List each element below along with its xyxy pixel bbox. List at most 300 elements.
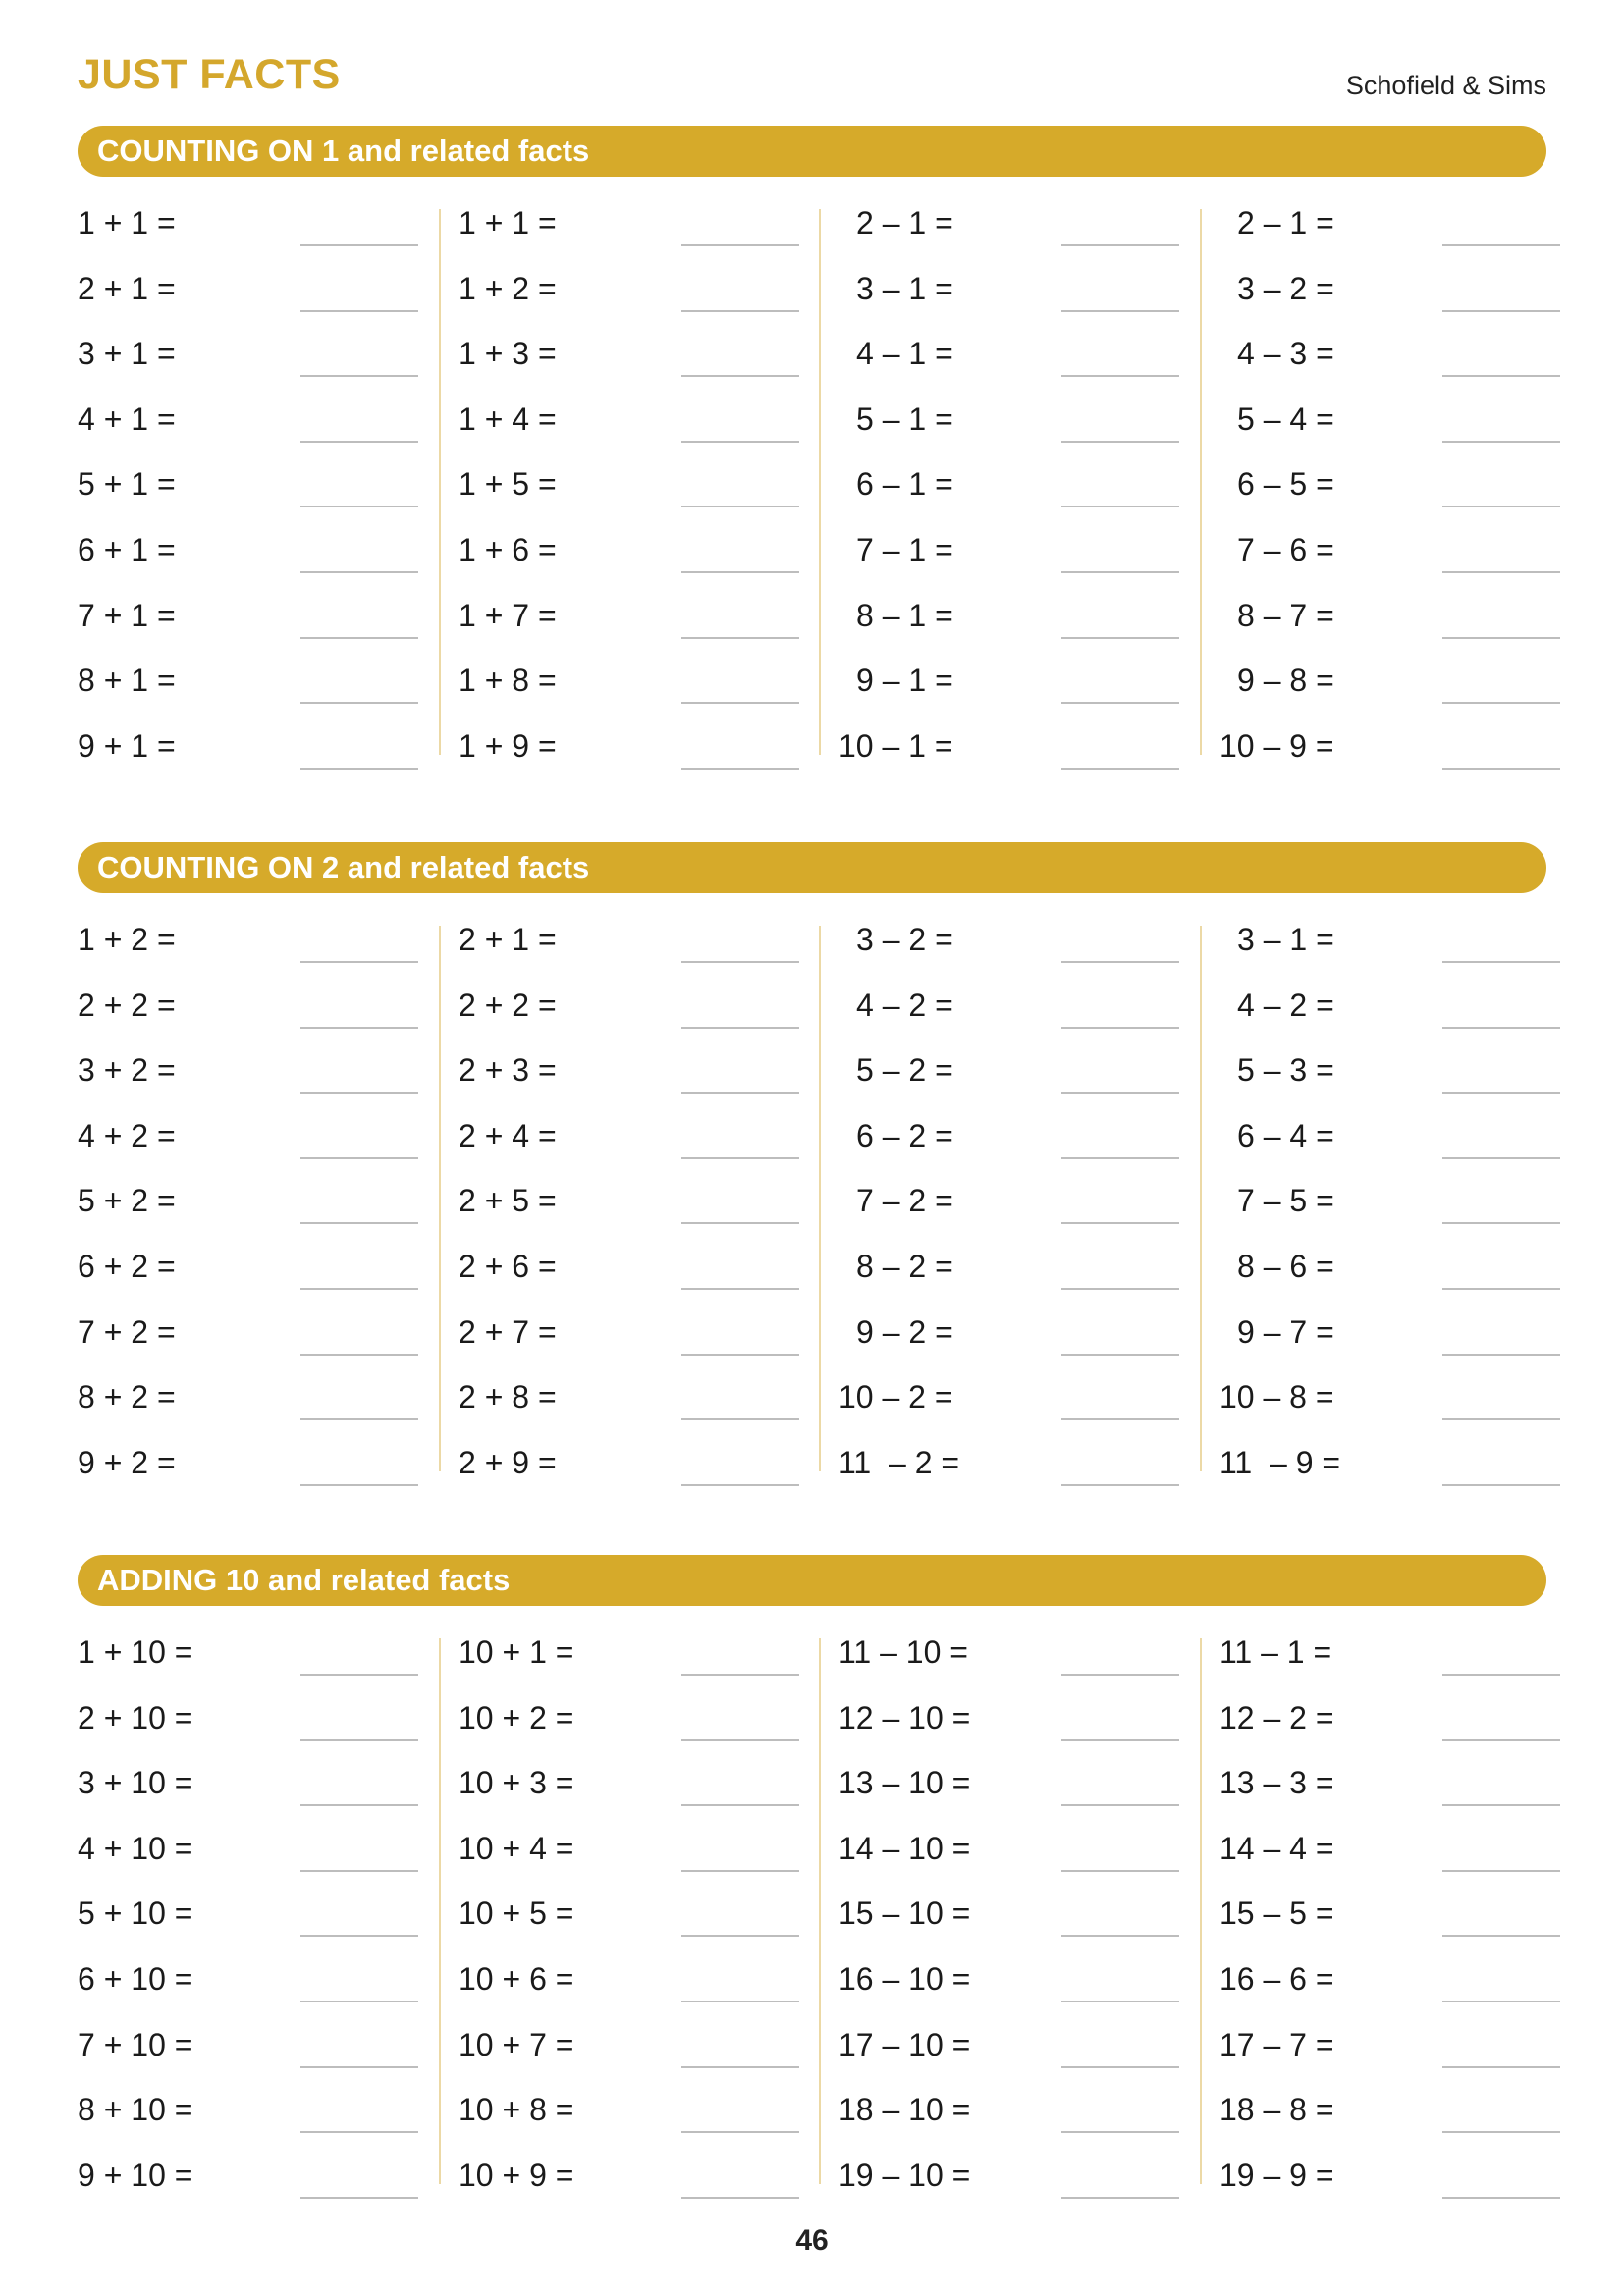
answer-line[interactable] — [300, 1354, 418, 1356]
answer-line[interactable] — [1442, 375, 1560, 377]
fact-row — [1219, 261, 1560, 327]
fact-expression: 10 – 2 = — [839, 1379, 953, 1415]
facts-column-2 — [459, 1625, 799, 2214]
fact-row — [78, 978, 418, 1043]
fact-expression: 2 + 7 = — [459, 1313, 557, 1350]
answer-line[interactable] — [1442, 768, 1560, 770]
fact-row — [78, 1173, 418, 1239]
fact-expression: 9 – 1 = — [856, 663, 953, 699]
fact-expression: 10 + 8 = — [459, 2092, 574, 2128]
fact-row — [459, 261, 799, 327]
facts-column-3 — [839, 912, 1179, 1501]
fact-row — [78, 1886, 418, 1951]
fact-row — [1219, 522, 1560, 588]
fact-row — [459, 326, 799, 392]
answer-line[interactable] — [1061, 375, 1179, 377]
fact-expression: 2 + 10 = — [78, 1699, 193, 1735]
fact-row — [78, 1755, 418, 1821]
facts-column-1 — [78, 1625, 418, 2214]
answer-line[interactable] — [300, 1484, 418, 1486]
answer-line[interactable] — [1061, 1739, 1179, 1741]
facts-column-4 — [1219, 195, 1560, 784]
fact-row — [1219, 1239, 1560, 1305]
answer-line[interactable] — [300, 961, 418, 963]
fact-expression: 7 + 10 = — [78, 2026, 193, 2062]
fact-row — [78, 1821, 418, 1887]
fact-row — [78, 2082, 418, 2148]
answer-line[interactable] — [300, 702, 418, 704]
fact-row — [459, 1886, 799, 1951]
answer-line[interactable] — [300, 1288, 418, 1290]
fact-expression: 5 – 4 = — [1237, 400, 1334, 437]
fact-expression: 9 + 10 = — [78, 2157, 193, 2193]
fact-expression: 1 + 8 = — [459, 663, 557, 699]
answer-line[interactable] — [1442, 1739, 1560, 1741]
answer-line[interactable] — [300, 310, 418, 312]
fact-expression: 2 + 1 = — [459, 922, 557, 957]
fact-row — [1219, 588, 1560, 654]
answer-line[interactable] — [1442, 506, 1560, 507]
fact-expression: 5 – 3 = — [1237, 1052, 1334, 1089]
answer-line[interactable] — [1061, 1484, 1179, 1486]
page-number: 46 — [795, 2224, 829, 2257]
answer-line[interactable] — [1061, 768, 1179, 770]
fact-row — [1219, 1042, 1560, 1108]
answer-line[interactable] — [681, 571, 799, 573]
fact-expression: 10 + 9 = — [459, 2157, 574, 2193]
fact-row — [839, 1435, 1179, 1501]
fact-expression: 18 – 10 = — [839, 2092, 971, 2128]
answer-line[interactable] — [1061, 637, 1179, 639]
answer-line[interactable] — [681, 2197, 799, 2199]
fact-expression: 2 + 6 = — [459, 1248, 557, 1284]
answer-line[interactable] — [1061, 1157, 1179, 1159]
fact-expression: 13 – 3 = — [1219, 1765, 1334, 1801]
fact-expression: 2 + 1 = — [78, 270, 176, 306]
answer-line[interactable] — [300, 2197, 418, 2199]
answer-line[interactable] — [1442, 702, 1560, 704]
fact-row — [839, 522, 1179, 588]
fact-row — [839, 719, 1179, 784]
fact-expression: 16 – 10 = — [839, 1960, 971, 1997]
answer-line[interactable] — [681, 506, 799, 507]
fact-row — [459, 1239, 799, 1305]
answer-line[interactable] — [681, 310, 799, 312]
fact-row — [459, 1108, 799, 1174]
answer-line[interactable] — [300, 1222, 418, 1224]
fact-row — [839, 1239, 1179, 1305]
fact-row — [459, 456, 799, 522]
fact-row — [1219, 1369, 1560, 1435]
fact-row — [459, 1435, 799, 1501]
fact-row — [1219, 719, 1560, 784]
fact-row — [839, 392, 1179, 457]
fact-row — [839, 1951, 1179, 2017]
fact-row — [459, 1690, 799, 1756]
fact-row — [459, 195, 799, 261]
fact-expression: 13 – 10 = — [839, 1765, 971, 1801]
fact-row — [78, 456, 418, 522]
section-1 — [78, 126, 1546, 784]
fact-row — [78, 326, 418, 392]
fact-row — [839, 261, 1179, 327]
fact-expression: 8 – 2 = — [856, 1248, 953, 1284]
fact-row — [78, 2017, 418, 2083]
fact-row — [78, 719, 418, 784]
fact-row — [78, 588, 418, 654]
fact-expression: 11 – 9 = — [1219, 1444, 1341, 1480]
answer-line[interactable] — [681, 1027, 799, 1029]
answer-line[interactable] — [681, 1288, 799, 1290]
fact-row — [1219, 2148, 1560, 2214]
answer-line[interactable] — [1442, 2001, 1560, 2002]
fact-expression: 3 – 2 = — [1237, 270, 1334, 306]
answer-line[interactable] — [681, 1739, 799, 1741]
fact-row — [839, 1108, 1179, 1174]
answer-line[interactable] — [1442, 310, 1560, 312]
fact-expression: 16 – 6 = — [1219, 1960, 1334, 1997]
answer-line[interactable] — [1442, 1484, 1560, 1486]
answer-line[interactable] — [300, 1092, 418, 1094]
section-3 — [78, 1555, 1546, 2214]
fact-expression: 8 – 6 = — [1237, 1248, 1334, 1284]
fact-expression: 6 + 2 = — [78, 1248, 176, 1284]
fact-row — [459, 719, 799, 784]
fact-expression: 7 – 6 = — [1237, 531, 1334, 567]
answer-line[interactable] — [1061, 2131, 1179, 2133]
answer-line[interactable] — [681, 1092, 799, 1094]
answer-line[interactable] — [681, 1804, 799, 1806]
fact-expression: 2 + 3 = — [459, 1052, 557, 1089]
answer-line[interactable] — [681, 768, 799, 770]
answer-line[interactable] — [1442, 1354, 1560, 1356]
answer-line[interactable] — [681, 1484, 799, 1486]
fact-row — [1219, 1173, 1560, 1239]
answer-line[interactable] — [1442, 571, 1560, 573]
answer-line[interactable] — [681, 441, 799, 443]
fact-expression: 5 – 1 = — [856, 400, 953, 437]
answer-line[interactable] — [681, 637, 799, 639]
answer-line[interactable] — [681, 244, 799, 246]
fact-expression: 10 + 5 = — [459, 1896, 574, 1932]
fact-row — [459, 2082, 799, 2148]
answer-line[interactable] — [1061, 1870, 1179, 1872]
facts-grid — [78, 912, 1546, 1501]
answer-line[interactable] — [681, 375, 799, 377]
fact-row — [78, 2148, 418, 2214]
fact-expression: 11 – 2 = — [839, 1444, 960, 1480]
fact-expression: 2 + 2 = — [459, 987, 557, 1023]
fact-expression: 5 + 10 = — [78, 1896, 193, 1932]
fact-expression: 2 – 1 = — [856, 205, 953, 240]
facts-grid — [78, 195, 1546, 784]
answer-line[interactable] — [681, 1222, 799, 1224]
answer-line[interactable] — [1442, 637, 1560, 639]
answer-line[interactable] — [1442, 1288, 1560, 1290]
fact-expression: 9 + 1 = — [78, 727, 176, 764]
answer-line[interactable] — [681, 702, 799, 704]
answer-line[interactable] — [1061, 1674, 1179, 1676]
answer-line[interactable] — [300, 1674, 418, 1676]
fact-row — [459, 978, 799, 1043]
answer-line[interactable] — [681, 2131, 799, 2133]
fact-row — [459, 653, 799, 719]
fact-row — [78, 1951, 418, 2017]
fact-expression: 2 + 5 = — [459, 1183, 557, 1219]
fact-expression: 2 + 2 = — [78, 987, 176, 1023]
fact-row — [1219, 2082, 1560, 2148]
fact-expression: 5 + 2 = — [78, 1183, 176, 1219]
answer-line[interactable] — [300, 2001, 418, 2002]
fact-expression: 2 + 9 = — [459, 1444, 557, 1480]
answer-line[interactable] — [300, 1418, 418, 1420]
answer-line[interactable] — [681, 1870, 799, 1872]
page-title: JUST FACTS — [78, 51, 341, 98]
fact-row — [1219, 1755, 1560, 1821]
answer-line[interactable] — [1061, 571, 1179, 573]
fact-row — [839, 456, 1179, 522]
fact-expression: 2 + 8 = — [459, 1379, 557, 1415]
fact-expression: 5 – 2 = — [856, 1052, 953, 1089]
fact-row — [1219, 1625, 1560, 1690]
facts-column-4 — [1219, 1625, 1560, 2214]
answer-line[interactable] — [300, 1804, 418, 1806]
fact-row — [1219, 1108, 1560, 1174]
answer-line[interactable] — [300, 768, 418, 770]
fact-row — [459, 1821, 799, 1887]
fact-expression: 3 – 2 = — [856, 922, 953, 957]
answer-line[interactable] — [300, 375, 418, 377]
answer-line[interactable] — [1061, 1288, 1179, 1290]
fact-row — [1219, 653, 1560, 719]
fact-row — [1219, 326, 1560, 392]
fact-expression: 10 – 9 = — [1219, 727, 1334, 764]
fact-expression: 3 – 1 = — [856, 270, 953, 306]
answer-line[interactable] — [300, 571, 418, 573]
answer-line[interactable] — [681, 1157, 799, 1159]
answer-line[interactable] — [300, 1027, 418, 1029]
fact-row — [459, 522, 799, 588]
answer-line[interactable] — [300, 2066, 418, 2068]
fact-row — [1219, 1886, 1560, 1951]
answer-line[interactable] — [1442, 1418, 1560, 1420]
facts-column-4 — [1219, 912, 1560, 1501]
fact-expression: 3 – 1 = — [1237, 922, 1334, 957]
fact-expression: 18 – 8 = — [1219, 2092, 1334, 2128]
fact-expression: 1 + 4 = — [459, 400, 557, 437]
answer-line[interactable] — [1442, 2131, 1560, 2133]
answer-line[interactable] — [1442, 1222, 1560, 1224]
fact-row — [1219, 1305, 1560, 1370]
fact-row — [839, 195, 1179, 261]
answer-line[interactable] — [681, 961, 799, 963]
fact-row — [459, 1173, 799, 1239]
answer-line[interactable] — [1442, 244, 1560, 246]
answer-line[interactable] — [300, 441, 418, 443]
fact-row — [839, 2017, 1179, 2083]
fact-expression: 4 + 2 = — [78, 1117, 176, 1153]
fact-expression: 7 + 2 = — [78, 1313, 176, 1350]
answer-line[interactable] — [1061, 702, 1179, 704]
fact-row — [78, 392, 418, 457]
fact-row — [1219, 392, 1560, 457]
fact-row — [78, 195, 418, 261]
fact-expression: 6 – 1 = — [856, 466, 953, 503]
fact-expression: 1 + 10 = — [78, 1634, 193, 1670]
fact-row — [78, 522, 418, 588]
fact-row — [1219, 456, 1560, 522]
fact-expression: 8 + 2 = — [78, 1379, 176, 1415]
answer-line[interactable] — [1442, 2197, 1560, 2199]
fact-expression: 7 – 2 = — [856, 1183, 953, 1219]
answer-line[interactable] — [1061, 244, 1179, 246]
fact-row — [1219, 1435, 1560, 1501]
answer-line[interactable] — [1061, 506, 1179, 507]
answer-line[interactable] — [300, 244, 418, 246]
answer-line[interactable] — [1061, 1027, 1179, 1029]
fact-expression: 17 – 7 = — [1219, 2026, 1334, 2062]
answer-line[interactable] — [1442, 441, 1560, 443]
fact-expression: 10 + 2 = — [459, 1699, 574, 1735]
fact-expression: 4 – 2 = — [856, 987, 953, 1023]
fact-row — [78, 1625, 418, 1690]
fact-expression: 9 – 2 = — [856, 1313, 953, 1350]
fact-expression: 4 – 3 = — [1237, 336, 1334, 372]
fact-row — [839, 912, 1179, 978]
fact-row — [1219, 1951, 1560, 2017]
fact-expression: 10 + 3 = — [459, 1765, 574, 1801]
fact-row — [459, 392, 799, 457]
answer-line[interactable] — [300, 2131, 418, 2133]
fact-expression: 10 – 8 = — [1219, 1379, 1334, 1415]
answer-line[interactable] — [1442, 1092, 1560, 1094]
fact-row — [839, 2082, 1179, 2148]
answer-line[interactable] — [681, 1354, 799, 1356]
fact-expression: 8 – 7 = — [1237, 597, 1334, 633]
answer-line[interactable] — [300, 1739, 418, 1741]
fact-row — [78, 1239, 418, 1305]
section-2 — [78, 842, 1546, 1501]
fact-row — [839, 2148, 1179, 2214]
fact-row — [1219, 1690, 1560, 1756]
answer-line[interactable] — [681, 2066, 799, 2068]
answer-line[interactable] — [1061, 2001, 1179, 2002]
fact-expression: 7 – 5 = — [1237, 1183, 1334, 1219]
fact-expression: 8 + 1 = — [78, 663, 176, 699]
answer-line[interactable] — [681, 1935, 799, 1937]
fact-row — [78, 1435, 418, 1501]
fact-expression: 5 + 1 = — [78, 466, 176, 503]
fact-expression: 10 + 6 = — [459, 1960, 574, 1997]
fact-expression: 12 – 2 = — [1219, 1699, 1334, 1735]
section-banner: COUNTING ON 2 and related facts — [78, 842, 1546, 893]
fact-row — [459, 912, 799, 978]
answer-line[interactable] — [1061, 1804, 1179, 1806]
fact-row — [839, 978, 1179, 1043]
answer-line[interactable] — [1442, 1674, 1560, 1676]
answer-line[interactable] — [681, 2001, 799, 2002]
answer-line[interactable] — [1061, 1092, 1179, 1094]
fact-expression: 10 – 1 = — [839, 727, 953, 764]
facts-column-1 — [78, 912, 418, 1501]
answer-line[interactable] — [1442, 1935, 1560, 1937]
answer-line[interactable] — [1442, 1027, 1560, 1029]
answer-line[interactable] — [1061, 1354, 1179, 1356]
fact-row — [78, 1690, 418, 1756]
fact-expression: 1 + 2 = — [459, 270, 557, 306]
fact-expression: 19 – 9 = — [1219, 2157, 1334, 2193]
answer-line[interactable] — [1061, 441, 1179, 443]
fact-row — [839, 588, 1179, 654]
fact-row — [459, 1625, 799, 1690]
fact-expression: 6 – 4 = — [1237, 1117, 1334, 1153]
fact-row — [839, 1173, 1179, 1239]
fact-expression: 1 + 6 = — [459, 531, 557, 567]
answer-line[interactable] — [300, 1935, 418, 1937]
fact-expression: 6 + 10 = — [78, 1960, 193, 1997]
answer-line[interactable] — [1061, 961, 1179, 963]
fact-row — [839, 1690, 1179, 1756]
fact-row — [459, 1369, 799, 1435]
answer-line[interactable] — [300, 1157, 418, 1159]
answer-line[interactable] — [1442, 1157, 1560, 1159]
fact-row — [78, 261, 418, 327]
fact-expression: 7 + 1 = — [78, 597, 176, 633]
answer-line[interactable] — [1442, 2066, 1560, 2068]
fact-row — [78, 912, 418, 978]
fact-expression: 1 + 9 = — [459, 727, 557, 764]
answer-line[interactable] — [1442, 961, 1560, 963]
answer-line[interactable] — [1061, 1222, 1179, 1224]
publisher-name: Schofield & Sims — [1345, 71, 1546, 100]
answer-line[interactable] — [1061, 2066, 1179, 2068]
answer-line[interactable] — [1061, 310, 1179, 312]
fact-expression: 9 – 7 = — [1237, 1313, 1334, 1350]
fact-expression: 15 – 5 = — [1219, 1896, 1334, 1932]
fact-expression: 4 – 1 = — [856, 336, 953, 372]
answer-line[interactable] — [681, 1418, 799, 1420]
fact-expression: 17 – 10 = — [839, 2026, 971, 2062]
answer-line[interactable] — [1061, 1418, 1179, 1420]
fact-expression: 2 – 1 = — [1237, 205, 1334, 240]
facts-column-3 — [839, 1625, 1179, 2214]
fact-row — [839, 653, 1179, 719]
fact-expression: 1 + 2 = — [78, 922, 176, 957]
fact-row — [1219, 2017, 1560, 2083]
fact-expression: 4 + 10 = — [78, 1830, 193, 1866]
fact-expression: 6 + 1 = — [78, 531, 176, 567]
fact-row — [839, 1042, 1179, 1108]
answer-line[interactable] — [300, 1870, 418, 1872]
fact-expression: 6 – 5 = — [1237, 466, 1334, 503]
answer-line[interactable] — [300, 637, 418, 639]
fact-expression: 1 + 1 = — [459, 205, 557, 240]
answer-line[interactable] — [300, 506, 418, 507]
fact-row — [839, 1755, 1179, 1821]
answer-line[interactable] — [1442, 1870, 1560, 1872]
answer-line[interactable] — [681, 1674, 799, 1676]
answer-line[interactable] — [1061, 1935, 1179, 1937]
fact-expression: 14 – 4 = — [1219, 1830, 1334, 1866]
fact-expression: 14 – 10 = — [839, 1830, 971, 1866]
fact-expression: 10 + 1 = — [459, 1634, 574, 1670]
fact-row — [1219, 912, 1560, 978]
section-banner: ADDING 10 and related facts — [78, 1555, 1546, 1606]
answer-line[interactable] — [1442, 1804, 1560, 1806]
fact-row — [1219, 978, 1560, 1043]
fact-row — [459, 1305, 799, 1370]
answer-line[interactable] — [1061, 2197, 1179, 2199]
